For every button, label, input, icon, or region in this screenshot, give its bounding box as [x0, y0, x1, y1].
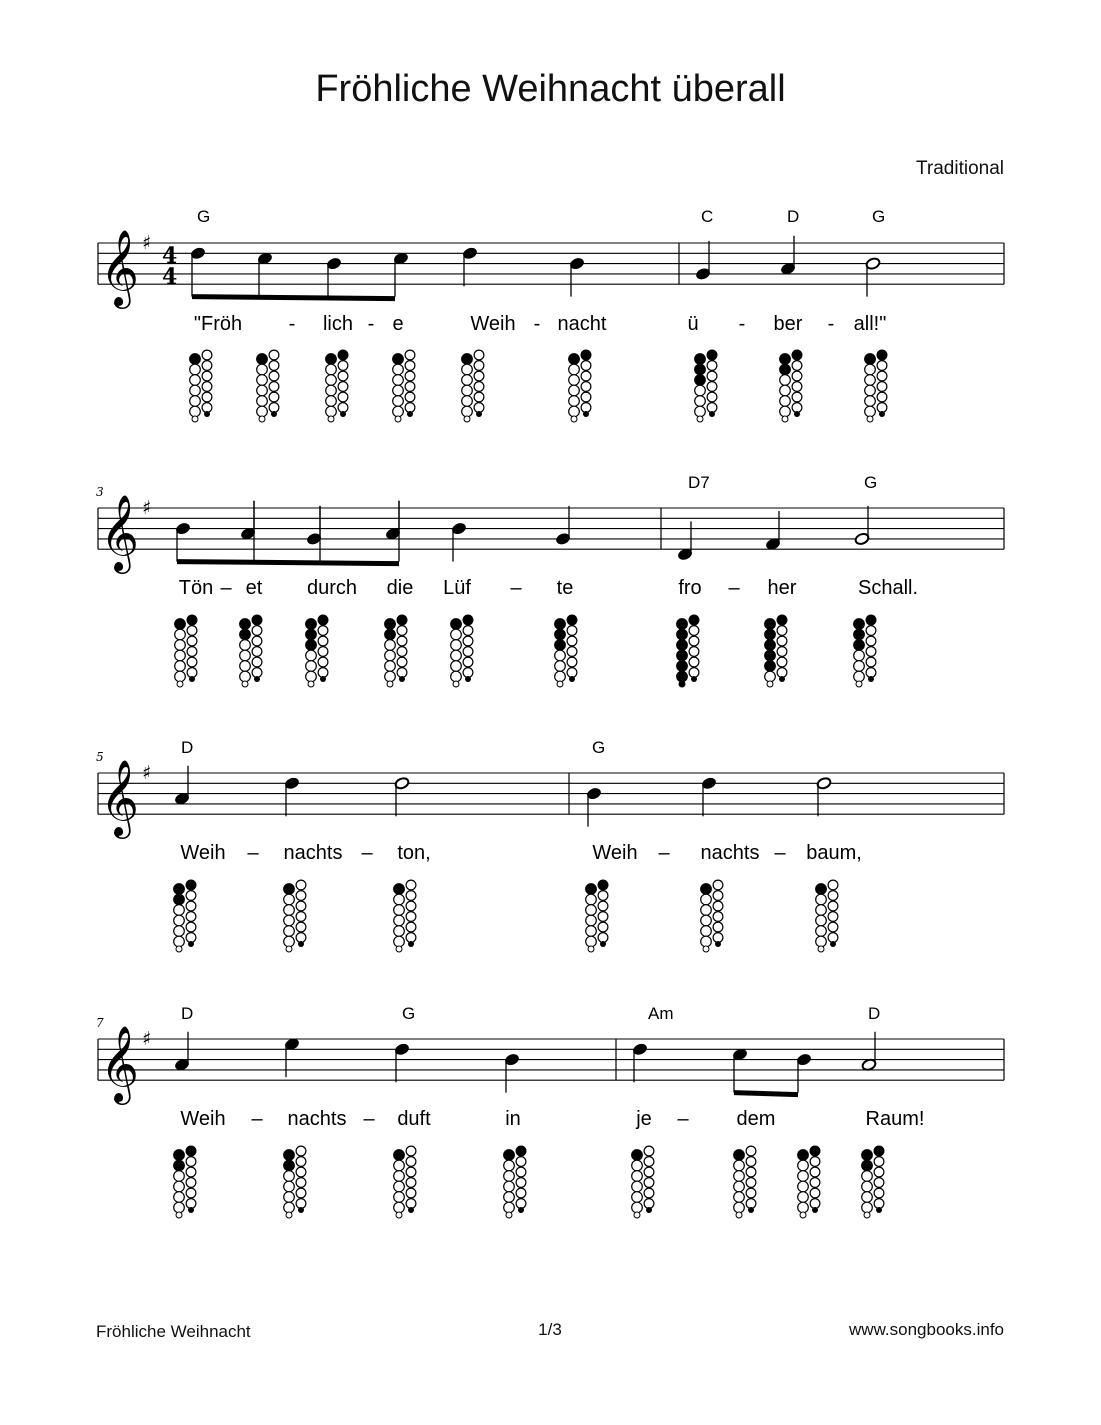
chord-symbol: G: [872, 207, 886, 226]
chord-symbol: D: [181, 738, 194, 757]
chord-symbol: D: [787, 207, 800, 226]
lyric-syllable: nachts: [700, 842, 760, 864]
staff-system: [96, 738, 1004, 952]
fingering-diagram: [394, 880, 416, 952]
fingering-diagram: [862, 1146, 884, 1218]
lyric-syllable: Weih: [470, 313, 516, 335]
lyric-syllable: all!": [853, 313, 887, 335]
treble-clef-icon: 𝄞: [100, 1025, 140, 1102]
fingering-diagram: [174, 1146, 196, 1218]
sharp-icon: ♯: [142, 232, 152, 254]
lyric-hyphen: -: [827, 313, 835, 335]
fingering-diagram: [306, 615, 328, 687]
staff-system: [96, 473, 1004, 687]
fingering-diagram: [284, 880, 306, 952]
lyric-syllable: Weih: [180, 842, 226, 864]
lyric-syllable: Lüf: [443, 577, 471, 599]
chord-symbol: Am: [648, 1004, 674, 1023]
composer: Traditional: [915, 158, 1004, 179]
lyric-syllable: nachts: [287, 1108, 347, 1130]
page-title: Fröhliche Weihnacht überall: [315, 68, 786, 110]
lyric-syllable: ber: [773, 313, 803, 335]
lyric-syllable: die: [386, 577, 414, 599]
page-number: 1/3: [538, 1320, 562, 1339]
fingering-diagram: [504, 1146, 526, 1218]
fingering-diagram: [175, 615, 197, 687]
chord-symbol: D: [181, 1004, 194, 1023]
lyric-syllable: Weih: [180, 1108, 226, 1130]
lyric-hyphen: –: [658, 842, 670, 864]
lyric-hyphen: -: [367, 313, 375, 335]
lyric-syllable: lich: [322, 313, 354, 335]
lyric-hyphen: –: [363, 1108, 375, 1130]
chord-symbol: C: [701, 207, 714, 226]
lyric-syllable: Raum!: [865, 1108, 925, 1130]
time-signature-bottom: 4: [162, 264, 178, 290]
chord-symbol: G: [592, 738, 606, 757]
staff-system: [98, 207, 1004, 422]
lyric-hyphen: –: [774, 842, 786, 864]
treble-clef-icon: 𝄞: [100, 759, 140, 836]
fingering-diagram: [451, 615, 473, 687]
lyric-hyphen: -: [288, 313, 296, 335]
lyric-hyphen: -: [738, 313, 746, 335]
chord-symbol: D: [868, 1004, 881, 1023]
chord-symbol: G: [197, 207, 211, 226]
fingering-diagram: [385, 615, 407, 687]
fingering-diagram: [394, 1146, 416, 1218]
fingering-diagram: [257, 350, 279, 422]
fingering-diagram: [240, 615, 262, 687]
fingering-diagram: [569, 350, 591, 422]
fingering-diagram: [798, 1146, 820, 1218]
lyric-syllable: duft: [397, 1108, 431, 1130]
fingering-diagram: [816, 880, 838, 952]
measure-number: 5: [96, 750, 104, 764]
lyric-syllable: baum,: [806, 842, 862, 864]
lyric-syllable: te: [556, 577, 574, 599]
fingering-diagram: [632, 1146, 654, 1218]
chord-symbol: G: [402, 1004, 416, 1023]
fingering-diagram: [393, 350, 415, 422]
fingering-diagram: [701, 880, 723, 952]
lyric-syllable: dem: [736, 1108, 776, 1130]
sharp-icon: ♯: [142, 762, 152, 784]
lyric-hyphen: –: [247, 842, 259, 864]
lyric-syllable: her: [767, 577, 797, 599]
lyric-hyphen: –: [728, 577, 740, 599]
beam: [734, 1093, 798, 1095]
fingering-diagram: [586, 880, 608, 952]
fingering-diagram: [765, 615, 787, 687]
lyric-syllable: fro: [678, 577, 702, 599]
sharp-icon: ♯: [142, 1028, 152, 1050]
lyric-hyphen: –: [361, 842, 373, 864]
lyric-syllable: Weih: [592, 842, 638, 864]
lyric-hyphen: –: [677, 1108, 689, 1130]
sharp-icon: ♯: [142, 497, 152, 519]
fingering-diagram: [190, 350, 212, 422]
lyric-syllable: et: [245, 577, 263, 599]
lyric-syllable: je: [636, 1108, 652, 1130]
lyric-hyphen: -: [533, 313, 541, 335]
fingering-diagram: [695, 350, 717, 422]
footer-website: www.songbooks.info: [849, 1320, 1004, 1339]
lyric-hyphen: –: [251, 1108, 263, 1130]
lyric-syllable: e: [392, 313, 404, 335]
beam: [177, 562, 399, 564]
staff-system: [96, 1004, 1004, 1218]
lyric-syllable: in: [505, 1108, 521, 1130]
fingering-diagram: [780, 350, 802, 422]
fingering-diagram: [174, 880, 196, 952]
fingering-diagram: [555, 615, 577, 687]
fingering-diagram: [326, 350, 348, 422]
treble-clef-icon: 𝄞: [100, 229, 140, 306]
lyric-syllable: ton,: [397, 842, 431, 864]
treble-clef-icon: 𝄞: [100, 494, 140, 571]
measure-number: 7: [96, 1016, 104, 1030]
fingering-diagram: [677, 615, 699, 687]
fingering-diagram: [734, 1146, 756, 1218]
footer-title: Fröhliche Weihnacht: [96, 1322, 251, 1341]
lyric-syllable: Tön: [178, 577, 214, 599]
lyric-syllable: "Fröh: [193, 313, 243, 335]
beam: [192, 297, 395, 299]
lyric-hyphen: –: [510, 577, 522, 599]
chord-symbol: D7: [688, 473, 710, 492]
lyric-syllable: ü: [687, 313, 699, 335]
lyric-syllable: Schall.: [857, 577, 919, 599]
lyric-syllable: durch: [306, 577, 358, 599]
measure-number: 3: [96, 485, 104, 499]
lyric-syllable: nacht: [557, 313, 607, 335]
time-signature-top: 4: [162, 243, 178, 269]
fingering-diagram: [854, 615, 876, 687]
lyric-hyphen: –: [220, 577, 232, 599]
fingering-diagram: [865, 350, 887, 422]
fingering-diagram: [462, 350, 484, 422]
fingering-diagram: [284, 1146, 306, 1218]
lyric-syllable: nachts: [283, 842, 343, 864]
chord-symbol: G: [864, 473, 878, 492]
